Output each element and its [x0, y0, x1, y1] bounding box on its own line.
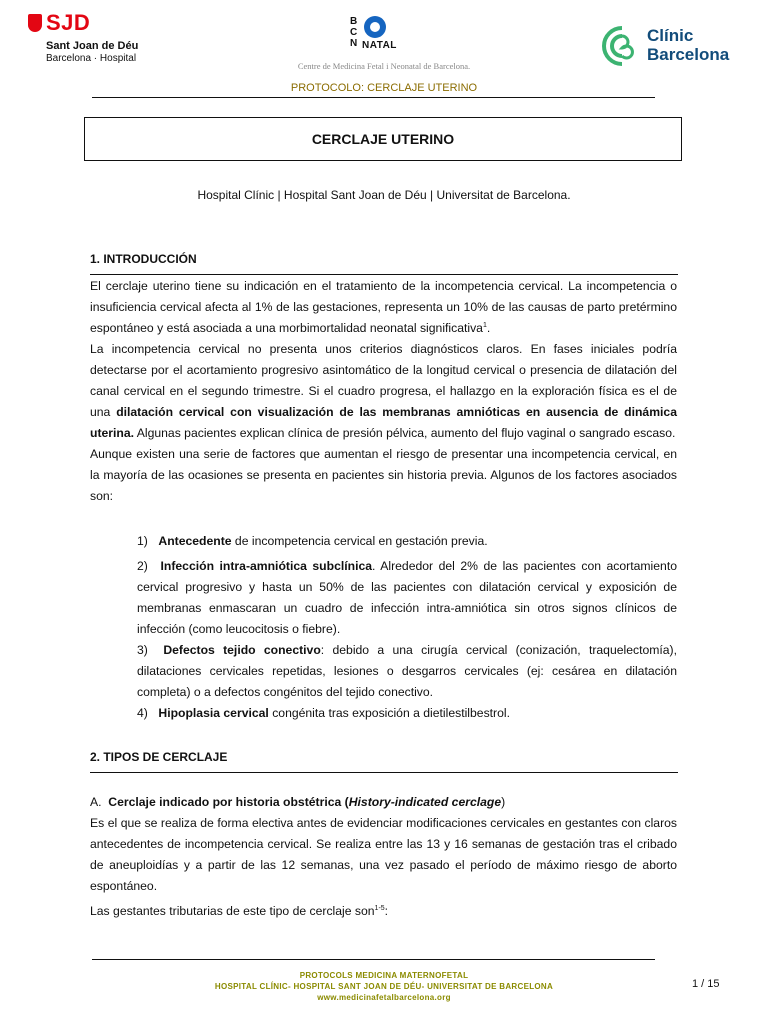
- sjd-hospital-name: Sant Joan de Déu: [46, 40, 139, 52]
- bcn-natal-eye-pupil: [370, 22, 380, 32]
- sjd-hospital-subtitle: Barcelona · Hospital: [46, 53, 137, 64]
- list-item: 3) Defectos tejido conectivo: debido a una cirugía cervical (conización, traquelectomía), dilataciones cervicales repetidas, lesiones o desgarros cervicales (ej: cesárea en dilatación completa) o a defectos congénitos del tejido conectivo.: [137, 643, 678, 699]
- header-divider: [92, 97, 655, 98]
- footer-line-2: HOSPITAL CLÍNIC- HOSPITAL SANT JOAN DE DÉU- UNIVERSITAT DE BARCELONA: [214, 982, 554, 991]
- cerclage-type-a: [90, 792, 677, 922]
- center-name: Centre de Medicina Fetal i Neonatal de Barcelona.: [297, 61, 471, 71]
- sjd-logo-mark: [28, 14, 42, 32]
- footer: [0, 970, 768, 1003]
- document-title: CERCLAJE UTERINO: [84, 117, 682, 161]
- bcn-natal-text: NATAL: [362, 40, 397, 51]
- section-divider: [90, 274, 678, 275]
- list-item: 4) Hipoplasia cervical congénita tras exposición a dietilestilbestrol.: [137, 706, 510, 720]
- intro-paragraph-3: Aunque existen una serie de factores que aumentan el riesgo de presentar una incompetencia cervical, en la mayoría de las ocasiones se presenta en pacientes sin historia previa. Algunos de los factores asociados son:: [90, 447, 677, 503]
- bcn-natal-letters: B C N: [350, 16, 358, 49]
- footer-line-1: PROTOCOLS MEDICINA MATERNOFETAL: [299, 971, 469, 980]
- page-number: 1 / 15: [692, 978, 720, 990]
- intro-paragraph-1: El cerclaje uterino tiene su indicación en el tratamiento de la incompetencia cervical. La incompetencia o insuficiencia cervical afecta al 1% de las gestaciones, representa un 10% de las causas de parto pretérmino espontáneo y está asociada a una morbimortalidad neonatal significativa$^1$.: [90, 279, 677, 335]
- intro-paragraph-2: La incompetencia cervical no presenta unos criterios diagnósticos claros. En fases iniciales podría detectarse por el acortamiento progresivo asintomático de la longitud cervical o presencia de dilatación del canal cervical en el segundo trimestre. Si el cuadro progresa, el hallazgo en la exploración física es el de una dilatación cervical con visualización de las membranas amnióticas en ausencia de dinámica uterina. Algunas pacientes explican clínica de presión pélvica, aumento del flujo vaginal o sangrado escaso.: [90, 342, 677, 440]
- section-heading-tipos: 2. TIPOS DE CERCLAJE: [90, 750, 228, 764]
- protocol-label: PROTOCOLO: CERCLAJE UTERINO: [290, 82, 478, 94]
- type-a-candidates: Las gestantes tributarias de este tipo de cerclaje son$^{1-5}$:: [90, 904, 389, 918]
- risk-factor-list: [137, 531, 677, 724]
- section-heading-introduccion: 1. INTRODUCCIÓN: [90, 252, 197, 266]
- subsection-heading-a: A. Cerclaje indicado por historia obstétrica (History-indicated cerclage): [90, 795, 506, 809]
- clinic-barcelona-wordmark: Clínic Barcelona: [647, 26, 730, 64]
- intro-paragraphs: [90, 276, 677, 507]
- type-a-paragraph: Es el que se realiza de forma electiva antes de evidenciar modificaciones cervicales en gestantes con claros antecedentes de incompetencia cervical. Se realiza entre las 13 y 16 semanas de gestación tras el cribado de aneuploidías y a partir de las 12 semanas, una vez pasado el período de máximo riesgo de aborto espontáneo.: [90, 816, 677, 893]
- sjd-logo-text: SJD: [46, 10, 91, 35]
- footer-divider: [92, 959, 655, 960]
- list-item: 2) Infección intra-amniótica subclínica. Alrededor del 2% de las pacientes con acortamiento cervical progresivo y hasta un 50% de las pacientes con dilatación cervical y exposición de membranas enmascaran un cuadro de infección intra-amniótica sin otros signos clínicos de infección (como leucocitosis o fiebre).: [137, 559, 677, 636]
- section-divider: [90, 772, 678, 773]
- footer-website-link[interactable]: www.medicinafetalbarcelona.org: [317, 993, 451, 1002]
- list-item: 1) Antecedente de incompetencia cervical en gestación previa.: [137, 534, 488, 548]
- affiliation-line: Hospital Clínic | Hospital Sant Joan de Déu | Universitat de Barcelona.: [197, 188, 571, 202]
